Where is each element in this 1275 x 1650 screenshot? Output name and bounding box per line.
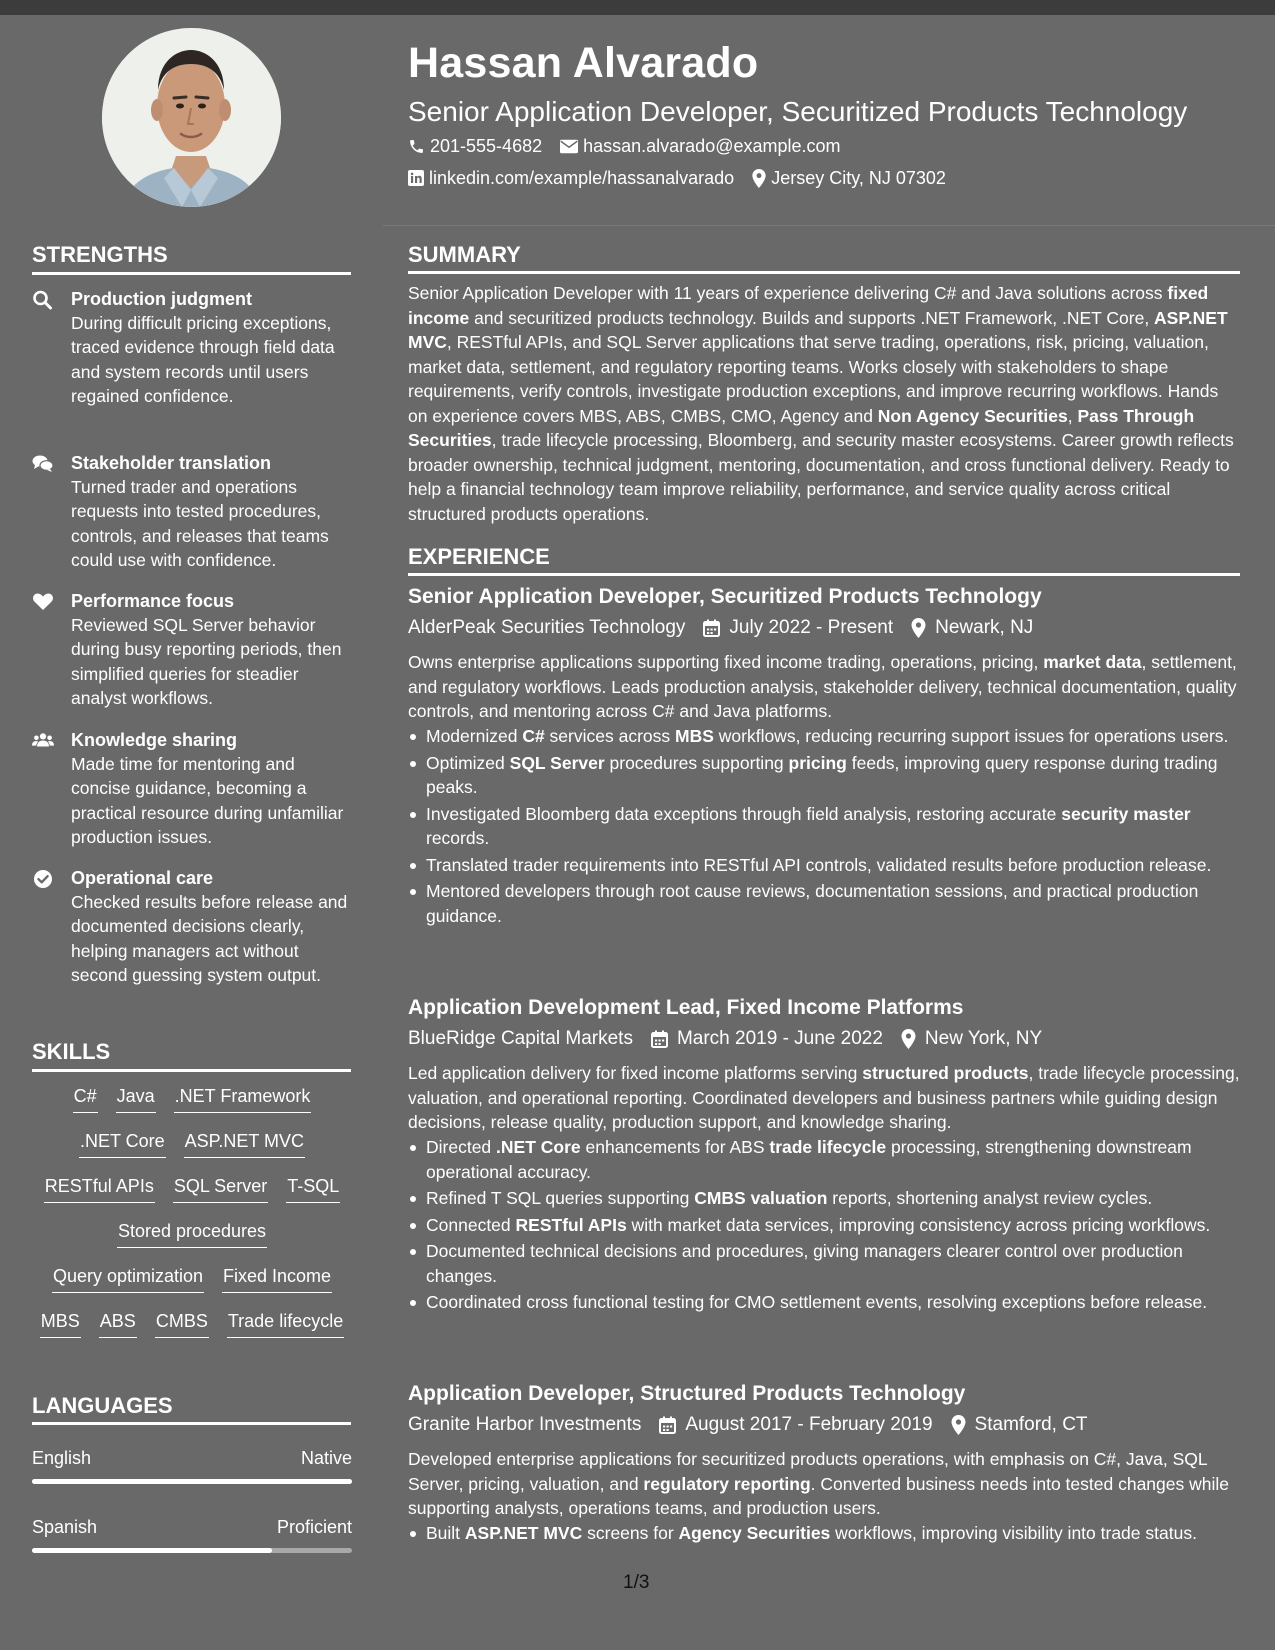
strength-description: Turned trader and operations requests into tested procedures, controls, and releases that teams could use with confidence.	[71, 477, 329, 571]
skill-tag: Query optimization	[52, 1264, 204, 1293]
emphasis-text: market data	[1043, 652, 1142, 672]
job-bullet: Translated trader requirements into RESTful API controls, validated results before production release.	[426, 853, 1240, 878]
emphasis-text: ASP.NET MVC	[408, 307, 1228, 352]
candidate-name: Hassan Alvarado	[408, 39, 759, 87]
job-bullet: Mentored developers through root cause reviews, documentation sessions, and practical production guidance.	[426, 879, 1240, 928]
calendar-icon	[659, 1416, 676, 1434]
language-proficiency-bar	[32, 1479, 352, 1484]
job-meta	[408, 1412, 1106, 1438]
skill-tag: MBS	[40, 1309, 81, 1338]
emphasis-text: Agency Securities	[678, 1523, 831, 1543]
strength-item	[32, 287, 352, 409]
emphasis-text: RESTful APIs	[515, 1214, 627, 1235]
job-bullet: Modernized C# services across MBS workflows, reducing recurring support issues for operations users.	[426, 724, 1240, 749]
location-text: Jersey City, NJ 07302	[771, 168, 946, 188]
calendar-icon	[651, 1030, 668, 1048]
skills-row	[32, 1129, 352, 1174]
contact-row-secondary	[408, 166, 964, 190]
strength-title: Production judgment	[71, 289, 252, 309]
map-pin-icon	[951, 1415, 966, 1435]
skill-tag: C#	[73, 1084, 98, 1113]
linkedin-contact[interactable]	[408, 166, 734, 190]
job-location	[951, 1412, 1088, 1438]
summary-text: Senior Application Developer with 11 years of experience delivering C# and Java solutions across fixed income and securitized products technology. Builds and supports .NET Framework, .NET Core, ASP.NET MVC, RESTful APIs, and SQL Server applications that serve trading, operations, risk, pricing, valuation, market data, settlement, and regulatory reporting teams. Works closely with stakeholders to shape requirements, verify controls, investigate production exceptions, and improve recurring workflows. Hands on experience covers MBS, ABS, CMBS, CMO, Agency and Non Agency Securities, Pass Through Securities, trade lifecycle processing, Bloomberg, and security master ecosystems. Career growth reflects broader ownership, technical judgment, mentoring, documentation, and cross functional delivery. Ready to help a financial technology team improve reliability, performance, and service quality across critical structured products operations.	[408, 283, 1234, 524]
strengths-rule	[32, 272, 351, 275]
job-description: Developed enterprise applications for securitized products operations, with emphasis on C#, Java, SQL Server, pricing, valuation, and regulatory reporting. Converted business needs into tested changes while supporting analysts, operations teams, and production users.	[408, 1449, 1229, 1518]
job-description: Led application delivery for fixed income platforms serving structured products, trade lifecycle processing, valuation, and operational reporting. Coordinated developers and business partners while guiding design decisions, release quality, production support, and knowledge sharing.	[408, 1063, 1240, 1132]
skill-tag: Java	[116, 1084, 156, 1113]
map-pin-icon	[901, 1029, 916, 1049]
emphasis-text: C#	[522, 726, 545, 746]
job-bullet: Investigated Bloomberg data exceptions through field analysis, restoring accurate security master records.	[426, 802, 1240, 851]
job-bullets	[408, 1521, 1240, 1548]
language-level: Proficient	[276, 1517, 352, 1537]
map-pin-icon	[911, 618, 926, 638]
linkedin-icon	[408, 170, 424, 186]
strength-title: Knowledge sharing	[71, 730, 238, 750]
chat-icon	[32, 454, 54, 474]
job-location-text: Newark, NJ	[935, 617, 1034, 638]
strength-title: Performance focus	[71, 591, 235, 611]
strength-item	[32, 451, 352, 573]
strength-title: Operational care	[71, 868, 214, 888]
phone-text: 201-555-4682	[430, 136, 543, 156]
emphasis-text: ASP.NET MVC	[464, 1523, 583, 1543]
email-text: hassan.alvarado@example.com	[583, 136, 841, 156]
job-bullets	[408, 1135, 1240, 1317]
skills-row	[32, 1264, 352, 1309]
skill-tag: RESTful APIs	[44, 1174, 155, 1203]
skill-tag: ABS	[99, 1309, 137, 1338]
emphasis-text: CMBS valuation	[694, 1188, 828, 1208]
skill-tag: Stored procedures	[117, 1219, 267, 1248]
strength-description: During difficult pricing exceptions, traced evidence through field data and system records until users regained confidence.	[71, 313, 335, 407]
users-icon	[32, 731, 54, 751]
job-dates-text: August 2017 - February 2019	[685, 1414, 933, 1435]
emphasis-text: MBS	[675, 726, 714, 746]
skills-list	[32, 1084, 352, 1354]
job-bullet: Connected RESTful APIs with market data services, improving consistency across pricing workflows.	[426, 1213, 1240, 1238]
skill-tag: Trade lifecycle	[227, 1309, 344, 1338]
job-meta	[408, 615, 1051, 641]
skill-tag: SQL Server	[173, 1174, 268, 1203]
language-proficiency-fill	[32, 1479, 352, 1484]
skills-rule	[32, 1069, 351, 1072]
strength-item	[32, 866, 352, 988]
skills-row	[32, 1219, 352, 1264]
strength-description: Checked results before release and documented decisions clearly, helping managers act without second guessing system output.	[71, 892, 348, 986]
job-company: Granite Harbor Investments	[408, 1414, 642, 1435]
envelope-icon	[560, 139, 578, 154]
job-company: BlueRidge Capital Markets	[408, 1028, 633, 1049]
emphasis-text: .NET Core	[496, 1137, 581, 1157]
strength-item	[32, 589, 352, 711]
phone-icon	[408, 138, 425, 155]
job-location	[901, 1026, 1042, 1052]
strength-description: Made time for mentoring and concise guidance, becoming a practical resource during unfamiliar production issues.	[71, 754, 344, 848]
experience-rule	[408, 573, 1240, 576]
language-proficiency-bar	[32, 1548, 352, 1553]
languages-rule	[32, 1422, 351, 1425]
page-number: 1/3	[623, 1572, 650, 1593]
map-pin-icon	[752, 169, 766, 188]
emphasis-text: regulatory reporting	[643, 1473, 811, 1494]
linkedin-text: linkedin.com/example/hassanalvarado	[429, 168, 735, 188]
skills-row	[32, 1309, 352, 1354]
calendar-icon	[703, 619, 720, 637]
job-title: Senior Application Developer, Securitized Products Technology	[408, 585, 1042, 608]
profile-photo	[102, 28, 281, 207]
skill-tag: CMBS	[155, 1309, 209, 1338]
contact-row-primary	[408, 134, 859, 158]
check-circle-icon	[32, 869, 54, 889]
job-description: Owns enterprise applications supporting fixed income trading, operations, pricing, market data, settlement, and regulatory workflows. Leads production analysis, stakeholder delivery, technical documentation, quality controls, and mentoring across C# and Java platforms.	[408, 652, 1237, 721]
skill-tag: Fixed Income	[222, 1264, 332, 1293]
skill-tag: ASP.NET MVC	[184, 1129, 305, 1158]
skill-tag: .NET Framework	[174, 1084, 312, 1113]
search-icon	[32, 290, 54, 310]
summary-rule	[408, 271, 1240, 274]
email-contact[interactable]	[560, 134, 840, 158]
emphasis-text: Pass Through Securities	[408, 405, 1195, 450]
language-name: English	[32, 1448, 92, 1468]
job-title: Application Developer, Structured Products Technology	[408, 1382, 966, 1405]
job-location	[911, 615, 1033, 641]
job-title: Application Development Lead, Fixed Income Platforms	[408, 996, 964, 1019]
strength-description: Reviewed SQL Server behavior during busy reporting periods, then simplified queries for steadier analyst workflows.	[71, 615, 342, 709]
language-level: Native	[300, 1448, 352, 1468]
skills-row	[32, 1174, 352, 1219]
job-dates	[651, 1026, 883, 1052]
language-proficiency-fill	[32, 1548, 272, 1553]
job-location-text: Stamford, CT	[974, 1414, 1088, 1435]
header-divider	[383, 225, 1275, 226]
emphasis-text: trade lifecycle	[769, 1137, 887, 1157]
job-dates	[659, 1412, 932, 1438]
job-location-text: New York, NY	[924, 1028, 1043, 1049]
job-dates	[703, 615, 893, 641]
emphasis-text: Non Agency Securities	[877, 405, 1068, 426]
job-dates-text: July 2022 - Present	[729, 617, 894, 638]
job-bullet: Documented technical decisions and procedures, giving managers clearer control over production changes.	[426, 1239, 1240, 1288]
emphasis-text: fixed income	[408, 283, 1209, 328]
strength-item	[32, 728, 352, 850]
job-bullets	[408, 724, 1240, 930]
strengths-heading: STRENGTHS	[32, 242, 168, 267]
location-contact	[752, 166, 946, 190]
emphasis-text: structured products	[862, 1063, 1029, 1083]
strength-title: Stakeholder translation	[71, 453, 272, 473]
summary-heading: SUMMARY	[408, 242, 521, 267]
skills-row	[32, 1084, 352, 1129]
languages-heading: LANGUAGES	[32, 1393, 173, 1418]
skill-tag: T-SQL	[286, 1174, 340, 1203]
language-item	[32, 1446, 352, 1484]
emphasis-text: pricing	[788, 752, 847, 773]
skills-heading: SKILLS	[32, 1039, 111, 1064]
job-bullet: Optimized SQL Server procedures supporting pricing feeds, improving query response during trading peaks.	[426, 751, 1240, 800]
candidate-headline: Senior Application Developer, Securitized Products Technology	[408, 96, 1188, 127]
job-company: AlderPeak Securities Technology	[408, 617, 686, 638]
job-bullet: Built ASP.NET MVC screens for Agency Securities workflows, improving visibility into trade status.	[426, 1521, 1240, 1546]
language-name: Spanish	[32, 1517, 98, 1537]
heart-icon	[32, 592, 54, 612]
phone-contact[interactable]	[408, 134, 542, 158]
top-bar	[0, 0, 1275, 15]
emphasis-text: security master	[1061, 803, 1191, 824]
emphasis-text: SQL Server	[509, 752, 605, 773]
job-bullet: Refined T SQL queries supporting CMBS valuation reports, shortening analyst review cycles.	[426, 1186, 1240, 1211]
skill-tag: .NET Core	[79, 1129, 166, 1158]
job-bullet: Directed .NET Core enhancements for ABS trade lifecycle processing, strengthening downstream operational accuracy.	[426, 1135, 1240, 1184]
job-dates-text: March 2019 - June 2022	[676, 1028, 883, 1049]
experience-heading: EXPERIENCE	[408, 544, 550, 569]
job-bullet: Coordinated cross functional testing for CMO settlement events, resolving exceptions before release.	[426, 1290, 1240, 1315]
language-item	[32, 1515, 352, 1553]
job-meta	[408, 1026, 1060, 1052]
